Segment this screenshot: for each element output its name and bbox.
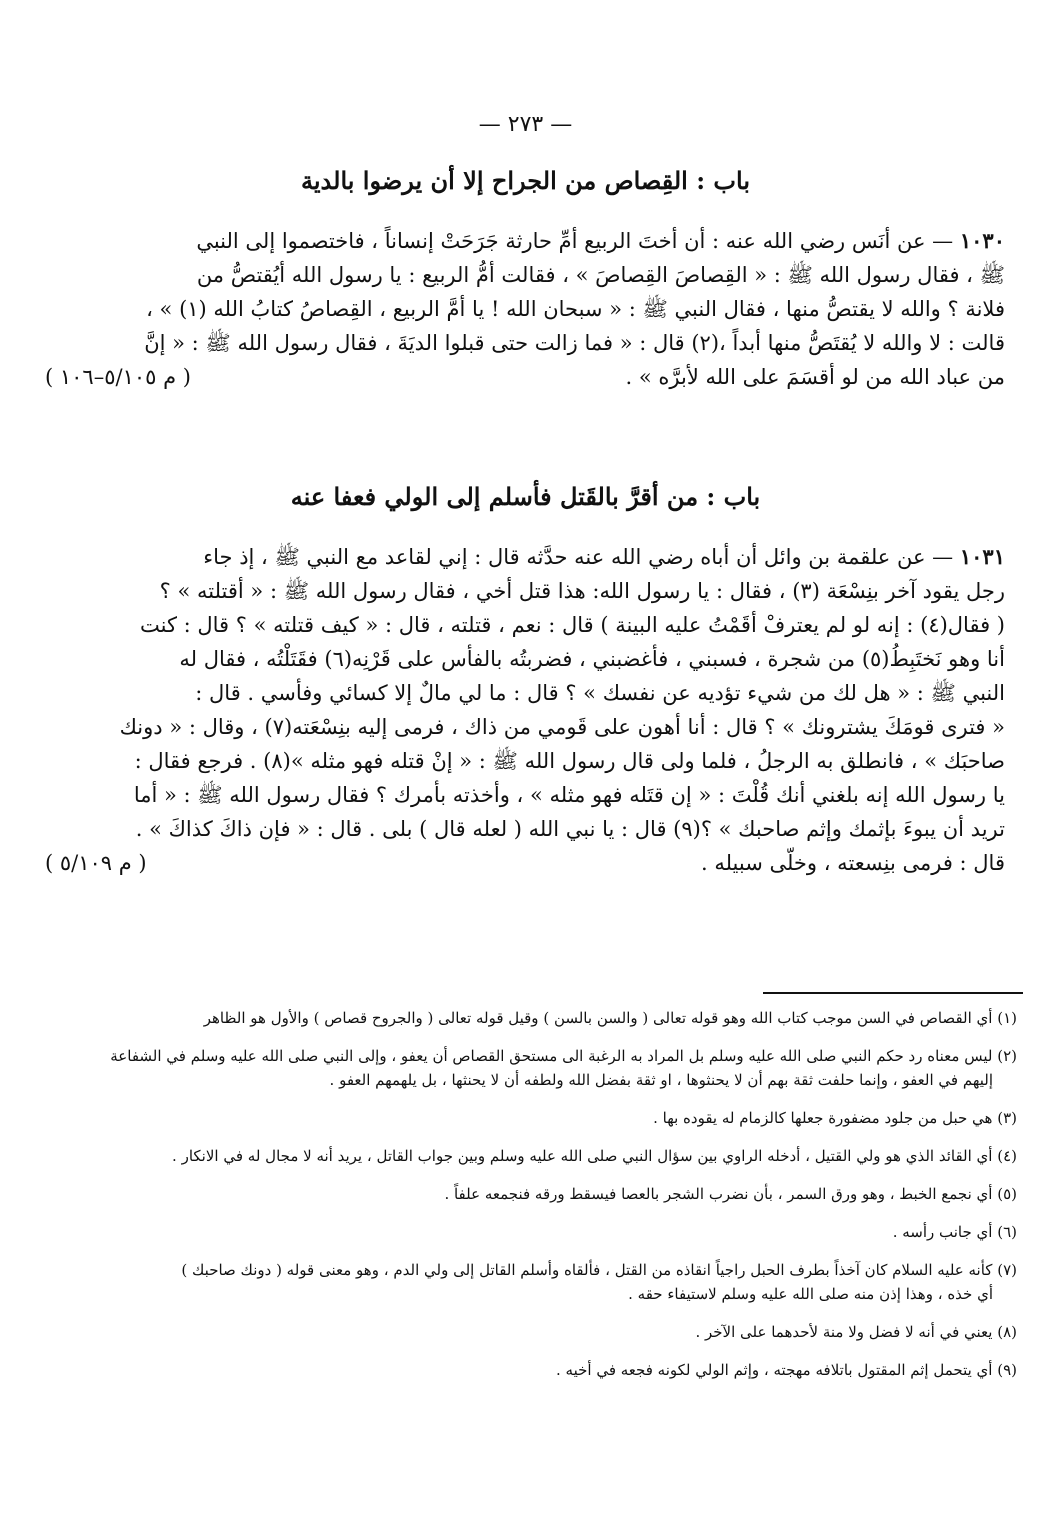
hadith-text: النبي ﷺ : « هل لك من شيء تؤديه عن نفسك » ؟ قال : ما لي مالٌ إلا كسائي وفأسي . قال :: [195, 681, 1005, 705]
hadith-text: ( فقال(٤) : إنه لو لم يعترفْ أقَمْتُ عليه البينة ) قال : نعم ، قتلته ، قال : « كيف قتلته » ؟ قال : كنت: [140, 613, 1005, 637]
footnote-text: (٢) ليس معناه رد حكم النبي صلى الله عليه وسلم بل المراد به الرغبة الى مستحق القصاص أن يعفو ، وإلى النبي صلى الله عليه وسلم في الشفاعة: [110, 1047, 1017, 1065]
hadith-line: [45, 812, 1005, 846]
hadith-line: [45, 778, 1005, 812]
hadith-line: [45, 292, 1005, 326]
footnote: [37, 1320, 1017, 1344]
hadith-line: [45, 642, 1005, 676]
hadith-text: أنا وهو نَختَبِطُ(٥) من شجرة ، فسبني ، فأغضبني ، فضربتُه بالفأس على قَرْنِه(٦) فقَتَلْتُه ، فقال له: [179, 647, 1005, 671]
footnote-text: (٨) يعني في أنه لا فضل ولا منة لأحدهما على الآخر .: [695, 1323, 1017, 1341]
footnote-text: (٩) أي يتحمل إثم المقتول باتلافه مهجته ، وإثم الولي لكونه فجعه في أخيه .: [556, 1361, 1017, 1379]
hadith-text: من عباد الله من لو أقسَمَ على الله لأبرَّه » .: [625, 365, 1005, 389]
hadith-text: تريد أن يبوءَ بإثمك وإثم صاحبك » ؟(٩) قال : يا نبي الله ( لعله قال ) بلى . قال : « فإن ذاكَ كذاكَ » .: [135, 817, 1005, 841]
hadith-text: — عن أنَس رضي الله عنه : أن أختَ الربيع أمِّ حارثة جَرَحَتْ إنساناً ، فاختصموا إلى النبي: [196, 229, 954, 253]
footnote-text: (٤) أي القائد الذي هو ولي القتيل ، أدخله الراوي بين سؤال النبي صلى الله عليه وسلم وبين جواب القاتل ، يريد أنه لا مجال له في الانكار .: [172, 1147, 1017, 1165]
chapter-heading-qisas: باب : القِصاص من الجراح إلا أن يرضوا بالدية: [300, 166, 750, 195]
hadith-1031: [45, 540, 1005, 880]
hadith-number: ١٠٣٠: [959, 228, 1005, 253]
hadith-text: صاحبَك » ، فانطلق به الرجلُ ، فلما ولى قال رسول الله ﷺ : « إنْ قتله فهو مثله »(٨) . فرجع فقال :: [134, 749, 1005, 773]
hadith-1030: [45, 224, 1005, 394]
page-number: — ٢٧٣ —: [478, 112, 573, 137]
hadith-line: [45, 744, 1005, 778]
footnote-text: (٦) أي جانب رأسه .: [892, 1223, 1017, 1241]
hadith-text: ﷺ ، فقال رسول الله ﷺ : « القِصاصَ القِصاصَ » ، فقالت أمُّ الربيع : يا رسول الله أيُقتصُّ من: [196, 263, 1005, 287]
footnote-continuation: أي خذه ، وهذا إذن منه صلى الله عليه وسلم لاستيفاء حقه .: [628, 1285, 993, 1303]
hadith-line: [45, 258, 1005, 292]
hadith-text: قال : فرمى بنِسعته ، وخلّى سبيله .: [700, 851, 1005, 875]
hadith-text: يا رسول الله إنه بلغني أنك قُلْتَ : « إن قتَله فهو مثله » ، وأخذته بأمرك ؟ فقال رسول الله ﷺ : « أما: [133, 783, 1005, 807]
footnote: [37, 1006, 1017, 1030]
hadith-line: [45, 540, 1005, 574]
footnote-text: (٣) هي حبل من جلود مضفورة جعلها كالزمام له يقوده بها .: [653, 1109, 1017, 1127]
source-reference: ( م ٥/١٠٩ ): [45, 851, 147, 875]
hadith-text: فلانة ؟ والله لا يقتصُّ منها ، فقال النبي ﷺ : « سبحان الله ! يا أمَّ الربيع ، القِصاصُ كتابُ الله (١) » ،: [146, 297, 1005, 321]
hadith-text: — عن علقمة بن وائل أن أباه رضي الله عنه حدَّثه قال : إني لقاعد مع النبي ﷺ ، إذ جاء: [203, 545, 954, 569]
hadith-line: [45, 574, 1005, 608]
footnote: [37, 1044, 1017, 1092]
hadith-text: رجل يقود آخر بنِسْعَة (٣) ، فقال : يا رسول الله: هذا قتل أخي ، فقال رسول الله ﷺ : « أقتلته » ؟: [159, 579, 1005, 603]
hadith-text: قالت : لا والله لا يُقتَصُّ منها أبداً ،(٢) قال : « فما زالت حتى قبلوا الديَةَ ، فقال رسول الله ﷺ : « إنَّ: [144, 331, 1005, 355]
footnote-continuation: إليهم في العفو ، وإنما حلفت ثقة بهم أن لا يحنثوها ، او ثقة بفضل الله ولطفه أن لا يحنثها ، بل يلهمهم العفو .: [329, 1071, 993, 1089]
footnote-divider: [763, 992, 1023, 994]
footnote-text: (٧) كأنه عليه السلام كان آخذاً بطرف الحبل راجياً انقاذه من القتل ، فألقاه وأسلم القاتل إلى ولي الدم ، وهو معنى قوله ( دونك صاحبك ): [181, 1261, 1017, 1279]
footnote: [37, 1144, 1017, 1168]
footnote: [37, 1106, 1017, 1130]
hadith-line: [45, 360, 1005, 394]
hadith-line: [45, 326, 1005, 360]
footnote-text: (٥) أي نجمع الخبط ، وهو ورق السمر ، بأن نضرب الشجر بالعصا فيسقط ورقه فنجمعه علفاً .: [444, 1185, 1017, 1203]
hadith-line: [45, 710, 1005, 744]
hadith-line: [45, 676, 1005, 710]
footnote: [37, 1182, 1017, 1206]
footnotes: [37, 1006, 1017, 1382]
hadith-line: [45, 846, 1005, 880]
hadith-text: « فترى قومَكَ يشترونك » ؟ قال : أنا أهون على قَومي من ذاك ، فرمى إليه بنِسْعَته(٧) ، وقال : « دونك: [119, 715, 1005, 739]
chapter-heading-confession: باب : من أقرَّ بالقَتل فأسلم إلى الولي فعفا عنه: [290, 482, 761, 511]
hadith-number: ١٠٣١: [959, 544, 1005, 569]
hadith-line: [45, 224, 1005, 258]
source-reference: ( م ٥/١٠٥–١٠٦ ): [45, 365, 191, 389]
footnote-text: (١) أي القصاص في السن موجب كتاب الله وهو قوله تعالى ( والسن بالسن ) وقيل قوله تعالى ( والجروح قصاص ) والأول هو الظاهر: [203, 1009, 1017, 1027]
footnote: [37, 1358, 1017, 1382]
footnote: [37, 1220, 1017, 1244]
footnote: [37, 1258, 1017, 1306]
hadith-line: [45, 608, 1005, 642]
